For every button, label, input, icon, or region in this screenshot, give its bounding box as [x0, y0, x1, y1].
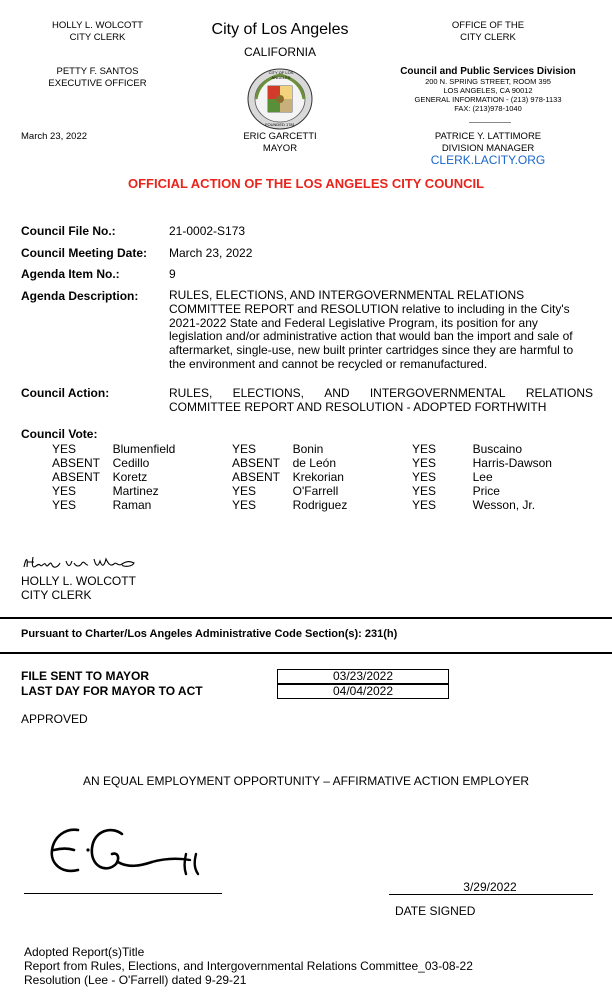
council-action-line [169, 386, 593, 400]
division-address1: 200 N. SPRING STREET, ROOM 395 [425, 77, 551, 86]
council-member-name: Bonin [292, 442, 324, 456]
vote-value: YES [412, 442, 437, 456]
vote-value: YES [232, 484, 257, 498]
division-name: Council and Public Services Division [400, 66, 576, 77]
agenda-description-line: 2021-2022 State and Federal Legislative Program, its position for any [169, 315, 538, 330]
division-block [378, 66, 598, 113]
vote-value: YES [52, 442, 77, 456]
mayor-header [210, 131, 350, 154]
eeo-statement: AN EQUAL EMPLOYMENT OPPORTUNITY – AFFIRMATIVE ACTION EMPLOYER [82, 774, 530, 788]
council-member-name: Wesson, Jr. [472, 498, 536, 512]
agenda-item-label: Agenda Item No.: [21, 267, 120, 281]
clerk-name: HOLLY L. WOLCOTT [52, 20, 143, 31]
vote-value: ABSENT [52, 470, 101, 484]
footer-line: Resolution (Lee - O'Farrell) dated 9-29-21 [24, 973, 247, 987]
council-member-name: Martinez [112, 484, 159, 498]
footer-documents [24, 945, 473, 987]
agenda-description-line: the environment and cannot be recycled or remanufactured. [169, 356, 488, 371]
clerk-website-link[interactable]: CLERK.LACITY.ORG [430, 153, 546, 167]
agenda-item-value: 9 [169, 267, 176, 281]
council-action-word: RULES, [169, 386, 213, 400]
footer-line: Adopted Report(s)Title [24, 945, 145, 959]
clerk-sign-title: CITY CLERK [21, 588, 92, 602]
division-address2: LOS ANGELES, CA 90012 [443, 86, 533, 95]
vote-row [52, 456, 592, 470]
header-date: March 23, 2022 [21, 131, 88, 142]
last-day-label: LAST DAY FOR MAYOR TO ACT [21, 684, 203, 698]
division-fax: FAX: (213)978-1040 [454, 104, 522, 113]
council-action-label: Council Action: [21, 386, 110, 400]
council-vote-label: Council Vote: [21, 427, 98, 441]
date-signed-label: DATE SIGNED [395, 904, 476, 918]
council-member-name: de León [292, 456, 337, 470]
clerk-title: CITY CLERK [69, 31, 126, 43]
council-action-word: INTERGOVERNMENTAL [369, 386, 506, 400]
council-member-name: Harris-Dawson [472, 456, 552, 470]
council-member-name: Price [472, 484, 500, 498]
manager-name: PATRICE Y. LATTIMORE [434, 131, 542, 142]
file-sent-date: 03/23/2022 [277, 669, 449, 684]
council-member-name: Koretz [112, 470, 148, 484]
council-action-word: RELATIONS [525, 386, 593, 400]
vote-value: ABSENT [232, 456, 281, 470]
approved-status: APPROVED [21, 712, 88, 726]
office-line1: OFFICE OF THE [451, 20, 525, 31]
executive-name: PETTY F. SANTOS [56, 66, 139, 77]
document-title: OFFICIAL ACTION OF THE LOS ANGELES CITY COUNCIL [127, 176, 485, 191]
vote-value: YES [232, 498, 257, 512]
council-member-name: Lee [472, 470, 493, 484]
city-seal [247, 68, 313, 130]
charter-divider-bottom [0, 652, 612, 654]
date-signed-line [389, 894, 593, 895]
clerk-header [30, 20, 165, 43]
vote-value: YES [412, 456, 437, 470]
vote-value: YES [52, 484, 77, 498]
seal-text-top: CITY OF LOS ANGELES [268, 70, 294, 80]
clerk-sign-block [21, 574, 136, 602]
manager-header [410, 131, 566, 154]
file-sent-label: FILE SENT TO MAYOR [21, 669, 150, 683]
mayor-signature [48, 822, 208, 882]
division-divider [469, 122, 511, 123]
council-member-name: Cedillo [112, 456, 150, 470]
vote-row [52, 470, 592, 484]
mayor-signature-line [24, 893, 222, 894]
council-action [169, 386, 593, 414]
vote-row [52, 484, 592, 498]
council-action-line: COMMITTEE REPORT AND RESOLUTION - ADOPTED FORTHWITH [169, 400, 547, 414]
vote-value: ABSENT [52, 456, 101, 470]
division-phone: GENERAL INFORMATION - (213) 978-1133 [414, 95, 562, 104]
executive-header [30, 66, 165, 89]
file-no-label: Council File No.: [21, 224, 116, 238]
vote-value: YES [412, 498, 437, 512]
vote-value: YES [412, 470, 437, 484]
clerk-signature [22, 553, 138, 573]
state-name: CALIFORNIA [243, 45, 316, 59]
vote-row [52, 442, 592, 456]
vote-value: YES [412, 484, 437, 498]
agenda-description-line: legislation and/or administrative action that would ban the import and sale of [169, 329, 573, 344]
council-member-name: Raman [112, 498, 152, 512]
mayor-name: ERIC GARCETTI [243, 131, 317, 142]
council-member-name: Rodriguez [292, 498, 348, 512]
meeting-date-label: Council Meeting Date: [21, 246, 148, 260]
council-member-name: Krekorian [292, 470, 344, 484]
executive-title: EXECUTIVE OFFICER [48, 77, 147, 89]
city-name: City of Los Angeles [211, 21, 349, 38]
agenda-description-label: Agenda Description: [21, 289, 139, 303]
council-member-name: Blumenfield [112, 442, 176, 456]
vote-value: YES [232, 442, 257, 456]
vote-value: YES [52, 498, 77, 512]
mayor-signature-icon [48, 822, 208, 882]
agenda-description-line: aftermarket, single-use, new built printer cartridges since they are harmful to [169, 343, 574, 358]
mayor-title: MAYOR [262, 142, 298, 154]
office-line2: CITY CLERK [460, 31, 516, 43]
vote-row [52, 498, 592, 512]
council-member-name: O'Farrell [292, 484, 339, 498]
seal-text-bottom: FOUNDED 1781 [265, 122, 295, 127]
file-no-value: 21-0002-S173 [169, 224, 246, 238]
council-action-word: ELECTIONS, [232, 386, 304, 400]
agenda-description [169, 289, 599, 372]
last-day-date: 04/04/2022 [277, 684, 449, 699]
manager-title: DIVISION MANAGER [441, 142, 535, 154]
agenda-description-line: COMMITTEE REPORT and RESOLUTION relative to including in the City's [169, 301, 570, 316]
footer-line: Report from Rules, Elections, and Intergovernmental Relations Committee_03-08-22 [24, 959, 473, 973]
charter-divider-top [0, 617, 612, 619]
council-vote-table [52, 442, 592, 512]
clerk-signature-icon [22, 553, 138, 573]
council-member-name: Buscaino [472, 442, 522, 456]
council-action-word: AND [324, 386, 350, 400]
date-signed-value: 3/29/2022 [463, 880, 517, 894]
agenda-description-line: RULES, ELECTIONS, AND INTERGOVERNMENTAL RELATIONS [169, 288, 525, 302]
meeting-date-value: March 23, 2022 [169, 246, 253, 260]
vote-value: ABSENT [232, 470, 281, 484]
office-header [410, 20, 566, 43]
charter-section: Pursuant to Charter/Los Angeles Administrative Code Section(s): 231(h) [21, 628, 398, 640]
clerk-sign-name: HOLLY L. WOLCOTT [21, 574, 136, 588]
